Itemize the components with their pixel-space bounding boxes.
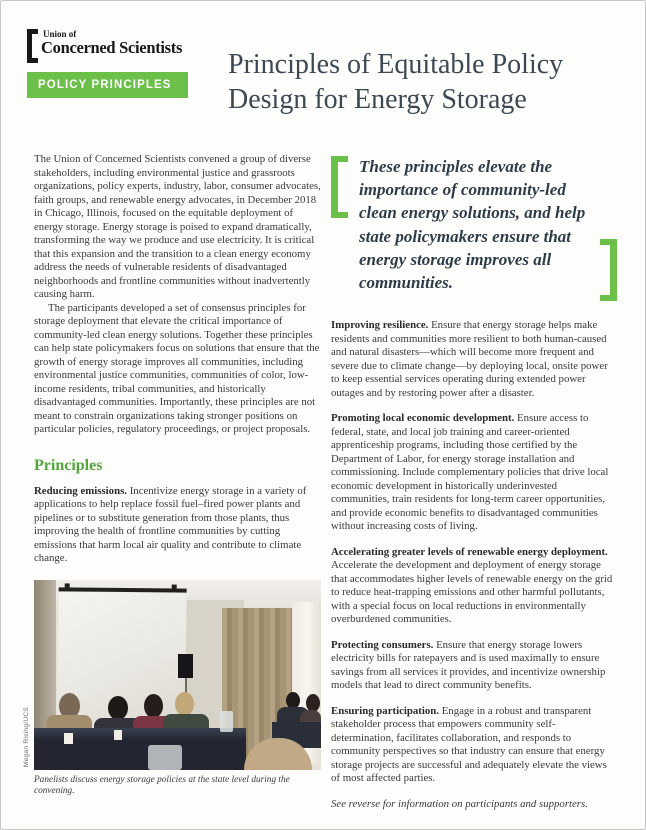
principle-improving-resilience <box>331 319 617 400</box>
logo-bracket-icon <box>27 29 38 63</box>
speaker-box <box>178 654 193 678</box>
principle-body: Accelerate the development and deployment of energy storage that accommodates higher levels of renewable energy on the grid to reduce heat-trapping emissions and other harmful pollutants, with a special focus on local reductions in environmentally overburdened communities. <box>331 559 613 625</box>
panelist-4-head <box>175 692 194 716</box>
quote-segment: These principles elevate the importance of community-led clean energy solutions, and help state policymakers ensure that energy storage improves <box>359 157 586 269</box>
principles-heading: Principles <box>34 456 103 474</box>
water-pitcher <box>148 745 182 770</box>
reverse-note: See reverse for information on participants and supporters. <box>331 797 588 810</box>
intro-paragraph-1: The Union of Concerned Scientists convened a group of diverse stakeholders, including environmental justice and grassroots organizations, policy experts, industry, labor, consumer advocates, faith groups, and renewable energy advocates, in December 2018 in Chicago, Illinois, focused on the equitable deployment of energy storage. Energy storage is poised to expand dramatically, transforming the way we produce and use electricity. It is critical that this expansion and the transition to a clean energy economy address the needs of vulnerable residents of disadvantaged neighborhoods and frontline communities without inadvertently causing harm. <box>34 153 321 300</box>
principle-body: Engage in a robust and transparent stakeholder process that empowers community self-determination, facilitates collaboration, and responds to community perspectives so that industry can ensure that energy storage projects are successful and adequately elevate the views of most affected parties. <box>331 704 607 784</box>
principle-lead: Accelerating greater levels of renewable energy deployment. <box>331 545 608 558</box>
screen-bracket-right <box>172 584 177 590</box>
quote-emphasis: all <box>533 249 552 269</box>
attendee-2-head <box>306 694 320 712</box>
quote-segment: communities. <box>359 273 453 293</box>
name-badge <box>114 730 122 740</box>
principle-ensuring-participation <box>331 705 617 786</box>
principle-lead: Improving resilience. <box>331 319 429 331</box>
principle-lead: Promoting local economic development. <box>331 412 515 424</box>
logo-concerned-scientists: Concerned Scientists <box>41 38 183 57</box>
policy-principles-badge: POLICY PRINCIPLES <box>27 72 188 98</box>
principle-protecting-consumers <box>331 639 617 693</box>
principle-lead: Protecting consumers. <box>331 638 434 651</box>
principle-local-economic-development <box>331 412 617 534</box>
name-badge <box>64 733 73 744</box>
page-title-line1: Principles of Equitable Policy <box>228 49 564 80</box>
intro-paragraph-2: The participants developed a set of consensus principles for storage deployment that elevate the critical importance of community-led clean energy solutions. Together these principles can help state policymakers focus on solutions that ensure that the growth of energy storage improves all communities, including environmental justice communities, communities of color, low-income residents, tribal communities, and historically disadvantaged communities. Importantly, these principles are not meant to constrain organizations taking stronger positions on particular policies, regulatory proceedings, or project proposals. <box>34 301 320 435</box>
principle-body: Ensure that energy storage helps make residents and communities more resilient to both human-caused and natural disasters—which will become more frequent and severe due to climate change—by deploying local, onsite power to keep essential services operating during extended power outages and by restoring power after a disaster. <box>331 319 608 399</box>
ucs-logo <box>27 29 182 63</box>
right-column <box>331 153 617 823</box>
left-column <box>23 153 321 797</box>
principle-renewable-deployment <box>331 546 617 627</box>
principle-body: Ensure access to federal, state, and local job training and career-oriented apprenticeship programs, including those certified by the Department of Labor, for energy storage installation and commissioning. Include complementary policies that drive local economic development in historically underinvested communities, train residents for long-term career opportunities, and provide economic benefits to disadvantaged communities without increasing costs of living. <box>331 412 609 532</box>
principle-lead: Reducing emissions. <box>34 484 127 497</box>
page-title-line2: Design for Energy Storage <box>228 84 527 115</box>
photo-panel-discussion <box>23 580 321 770</box>
water-pitcher <box>220 711 233 732</box>
principle-reducing-emissions <box>34 485 321 566</box>
photo-caption: Panelists discuss energy storage policies at the state level during the convening. <box>34 774 290 796</box>
logo-union-of: Union of <box>43 29 77 39</box>
logo-wordmark <box>41 29 182 56</box>
pull-quote <box>331 155 617 301</box>
panelist-2-head <box>108 696 128 720</box>
page-title <box>228 47 563 117</box>
screen-bracket-left <box>65 583 70 589</box>
pull-quote-text <box>359 155 591 294</box>
panelist-3-head <box>144 694 163 718</box>
principle-lead: Ensuring participation. <box>331 704 439 717</box>
photo-credit: Megan Rising/UCS <box>23 707 30 768</box>
close-bracket-icon <box>600 239 617 301</box>
principle-body: Incentivize energy storage in a variety of applications to help replace fossil fuel–fired power plants and pipelines or to substitute generation from those plants, thus improving the health of frontline communities by cutting emissions that harm local air quality and contribute to climate change. <box>34 484 307 564</box>
principle-body: Ensure that energy storage lowers electricity bills for ratepayers and is used maximally to ensure savings from all services it provides, and incentivize ownership models that lead to direct community benefits. <box>331 638 606 691</box>
attendee-1-head <box>286 692 300 709</box>
open-bracket-icon <box>331 156 348 218</box>
